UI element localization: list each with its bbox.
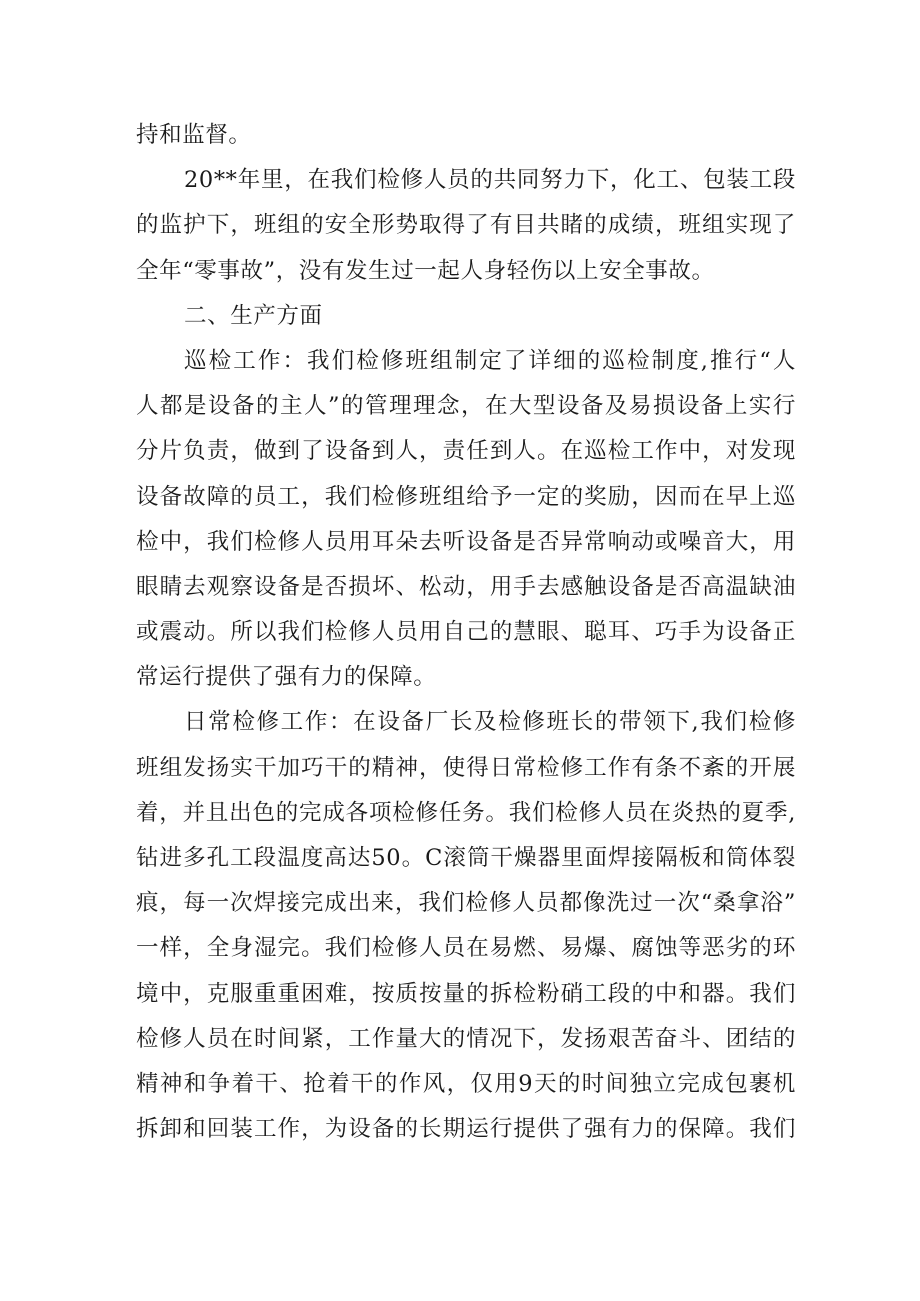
paragraph-continuation xyxy=(136,113,796,158)
paragraph-safety-result xyxy=(136,158,796,294)
body-text xyxy=(136,113,796,1152)
text-line: 分片负责，做到了设备到人，责任到人。在巡检工作中，对发现 xyxy=(136,438,796,465)
text-line: 巡检工作：我们检修班组制定了详细的巡检制度,推行“人 xyxy=(184,347,796,374)
text-line: 痕，每一次焊接完成出来，我们检修人员都像洗过一次“桑拿浴” xyxy=(136,890,796,917)
text-line: 班组发扬实干加巧干的精神，使得日常检修工作有条不紊的开展 xyxy=(136,754,796,781)
paragraph-inspection xyxy=(136,339,796,701)
text-line: 着，并且出色的完成各项检修任务。我们检修人员在炎热的夏季, xyxy=(136,799,796,826)
text-line: 常运行提供了强有力的保障。 xyxy=(136,664,437,691)
section-heading: 二、生产方面 xyxy=(184,302,323,329)
text-line: 人都是设备的主人”的管理理念，在大型设备及易损设备上实行 xyxy=(136,393,796,420)
text-line: 或震动。所以我们检修人员用自己的慧眼、聪耳、巧手为设备正 xyxy=(136,619,796,646)
paragraph-daily-maintenance xyxy=(136,700,796,1152)
text-line: 境中，克服重重困难，按质按量的拆检粉硝工段的中和器。我们 xyxy=(136,980,796,1007)
text-line: 持和监督。 xyxy=(136,122,252,148)
text-line: 钻进多孔工段温度高达50。C滚筒干燥器里面焊接隔板和筒体裂 xyxy=(136,845,796,871)
text-line: 全年“零事故”，没有发生过一起人身轻伤以上安全事故。 xyxy=(136,257,715,284)
text-line: 检中，我们检修人员用耳朵去听设备是否异常响动或噪音大，用 xyxy=(136,528,796,555)
text-line: 一样，全身湿完。我们检修人员在易燃、易爆、腐蚀等恶劣的环 xyxy=(136,935,796,962)
text-line: 拆卸和回装工作，为设备的长期运行提供了强有力的保障。我们 xyxy=(136,1116,796,1143)
text-line: 20**年里，在我们检修人员的共同努力下，化工、包装工段 xyxy=(184,167,796,194)
text-line: 的监护下，班组的安全形势取得了有目共睹的成绩，班组实现了 xyxy=(136,212,796,239)
text-line: 精神和争着干、抢着干的作风，仅用9天的时间独立完成包裹机 xyxy=(136,1070,796,1097)
text-line: 眼睛去观察设备是否损坏、松动，用手去感触设备是否高温缺油 xyxy=(136,573,796,600)
text-line: 检修人员在时间紧，工作量大的情况下，发扬艰苦奋斗、团结的 xyxy=(136,1025,796,1052)
text-line: 设备故障的员工，我们检修班组给予一定的奖励，因而在早上巡 xyxy=(136,483,796,510)
section-heading-production xyxy=(136,294,796,339)
text-line: 日常检修工作：在设备厂长及检修班长的带领下,我们检修 xyxy=(184,709,796,736)
